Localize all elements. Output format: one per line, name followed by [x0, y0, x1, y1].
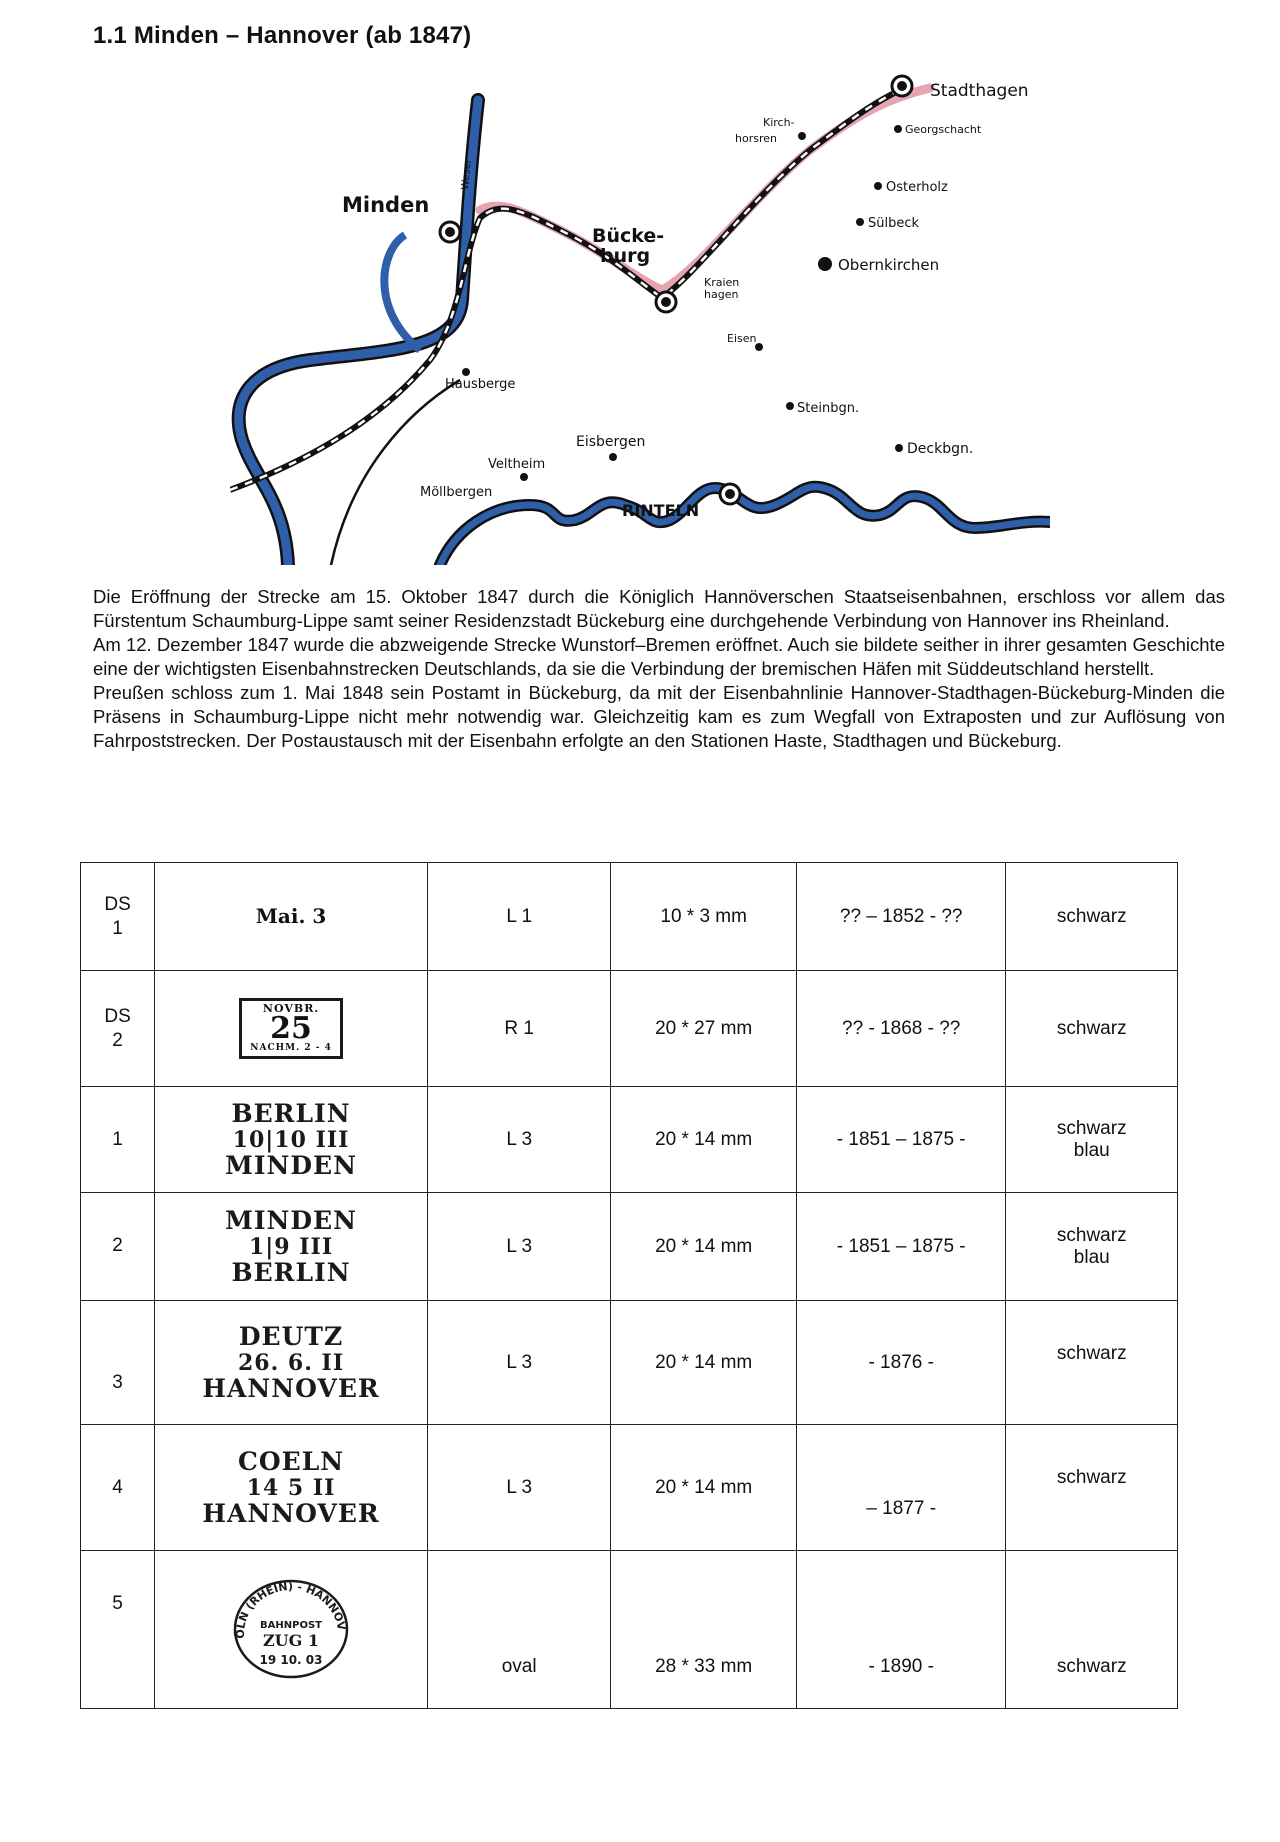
- stamp-dates: - 1851 – 1875 -: [796, 1193, 1006, 1301]
- station-rinteln-icon: [720, 484, 740, 504]
- stamp-type: L 3: [427, 1193, 611, 1301]
- label-kirchhorsten-1: Kirch-: [763, 116, 795, 129]
- dot-eisbergen-icon: [609, 453, 617, 461]
- table-row: [81, 1193, 1178, 1301]
- svg-text:ZUG 1: ZUG 1: [263, 1630, 320, 1650]
- stamp-image: [155, 1551, 428, 1709]
- label-rinteln: RINTELN: [622, 501, 700, 520]
- row-number: 5: [81, 1551, 155, 1709]
- row-number: 4: [81, 1425, 155, 1551]
- label-eisen: Eisen: [727, 332, 757, 345]
- row-number: 2: [81, 1193, 155, 1301]
- dot-hausberge-icon: [462, 368, 470, 376]
- station-minden-icon: [440, 222, 460, 242]
- railway-line: [230, 90, 900, 490]
- label-weser: Weser: [460, 158, 474, 191]
- body-text: [93, 585, 1225, 753]
- stamp-type: oval: [427, 1551, 611, 1709]
- table-row: [81, 1551, 1178, 1709]
- stamp-color: schwarz: [1006, 1551, 1178, 1709]
- dot-georgschacht-icon: [894, 125, 902, 133]
- row-number: 1: [81, 1087, 155, 1193]
- label-moellbergen: Möllbergen: [420, 485, 493, 500]
- label-kraienhagen-2: hagen: [704, 288, 739, 301]
- stamp-box: NOVBR. 25 NACHM. 2 - 4: [239, 998, 343, 1059]
- stamp-table: [80, 862, 1178, 1709]
- stamp-type: L 3: [427, 1301, 611, 1425]
- stamp-dates: - 1851 – 1875 -: [796, 1087, 1006, 1193]
- stamp-dates: ?? - 1868 - ??: [796, 971, 1006, 1087]
- label-suelbeck: Sülbeck: [868, 216, 920, 231]
- dot-veltheim-icon: [520, 473, 528, 481]
- svg-text:19 10. 03: 19 10. 03: [259, 1652, 323, 1667]
- station-stadthagen-icon: [892, 76, 912, 96]
- stamp-color: schwarz: [1006, 971, 1178, 1087]
- stamp-image: [155, 971, 428, 1087]
- label-hausberge: Hausberge: [445, 377, 516, 392]
- stamp-dates: – 1877 -: [796, 1425, 1006, 1551]
- dot-deckbgn-icon: [895, 444, 903, 452]
- label-bueckeburg-2: burg: [600, 245, 651, 267]
- label-osterholz: Osterholz: [886, 180, 948, 195]
- label-deckbgn: Deckbgn.: [907, 441, 974, 457]
- table-row: [81, 1087, 1178, 1193]
- stamp-color: schwarz: [1006, 863, 1178, 971]
- paragraph-2: Am 12. Dezember 1847 wurde die abzweigende Strecke Wunstorf–Bremen eröffnet. Auch sie bildete seither in ihrer gesamten Geschichte eine der wichtigsten Eisenbahnstrecken Deutschlands, da sie die Verbindung der bremischen Häfen mit Süddeutschland herstellt.: [93, 634, 1225, 679]
- label-kirchhorsten-2: horsren: [735, 132, 777, 145]
- stamp-color: schwarz blau: [1006, 1087, 1178, 1193]
- table-row: [81, 1301, 1178, 1425]
- stamp-size: 20 * 14 mm: [611, 1193, 797, 1301]
- label-veltheim: Veltheim: [488, 457, 546, 472]
- svg-text:BAHNPOST: BAHNPOST: [260, 1619, 323, 1631]
- label-bueckeburg-1: Bücke-: [592, 225, 665, 247]
- paragraph-1: Die Eröffnung der Strecke am 15. Oktober 1847 durch die Königlich Hannöverschen Staatseisenbahnen, erschloss vor allem das Fürstentum Schaumburg-Lippe samt seiner Residenzstadt Bückeburg eine durchgehende Verbindung von Hannover ins Rheinland.: [93, 586, 1225, 631]
- stamp-color: schwarz: [1006, 1425, 1178, 1551]
- stamp-size: 20 * 14 mm: [611, 1301, 797, 1425]
- label-eisbergen: Eisbergen: [576, 434, 646, 450]
- label-minden: Minden: [342, 193, 430, 217]
- stamp-image: MINDEN 1|9 III BERLIN: [155, 1193, 428, 1301]
- table-row: [81, 863, 1178, 971]
- stamp-size: 10 * 3 mm: [611, 863, 797, 971]
- stamp-image: COELN 14 5 II HANNOVER: [155, 1425, 428, 1551]
- paragraph-3: Preußen schloss zum 1. Mai 1848 sein Postamt in Bückeburg, da mit der Eisenbahnlinie Hannover-Stadthagen-Bückeburg-Minden die Präsens in Schaumburg-Lippe nicht mehr notwendig war. Gleichzeitig kam es zum Wegfall von Extraposten und zur Auflösung von Fahrpoststrecken. Der Postaustausch mit der Eisenbahn erfolgte an den Stationen Haste, Stadthagen und Bückeburg.: [93, 682, 1225, 751]
- label-kraienhagen-1: Kraien: [704, 276, 740, 289]
- row-number: 3: [81, 1301, 155, 1425]
- stamp-size: 28 * 33 mm: [611, 1551, 797, 1709]
- stamp-color: schwarz: [1006, 1301, 1178, 1425]
- page-title: 1.1 Minden – Hannover (ab 1847): [93, 22, 472, 49]
- stamp-dates: - 1890 -: [796, 1551, 1006, 1709]
- stamp-size: 20 * 27 mm: [611, 971, 797, 1087]
- table-row: [81, 971, 1178, 1087]
- stamp-mai: Mai. 3: [255, 904, 327, 928]
- stamp-color: schwarz blau: [1006, 1193, 1178, 1301]
- stamp-dates: ?? – 1852 - ??: [796, 863, 1006, 971]
- stamp-image: [155, 863, 428, 971]
- label-obernkirchen: Obernkirchen: [838, 256, 940, 274]
- stamp-dates: - 1876 -: [796, 1301, 1006, 1425]
- dot-suelbeck-icon: [856, 218, 864, 226]
- svg-text:CÖLN (RHEIN) - HANNOVER: ÖLN (RHEIN) - HANNOV: [234, 1579, 348, 1639]
- dot-osterholz-icon: [874, 182, 882, 190]
- row-number: DS 2: [81, 971, 155, 1087]
- dot-steinbgn-icon: [786, 402, 794, 410]
- dot-obernkirchen-icon: [818, 257, 832, 271]
- label-georgschacht: Georgschacht: [905, 123, 982, 136]
- stamp-size: 20 * 14 mm: [611, 1425, 797, 1551]
- label-steinbgn: Steinbgn.: [797, 401, 860, 416]
- stamp-image: DEUTZ 26. 6. II HANNOVER: [155, 1301, 428, 1425]
- row-number: DS 1: [81, 863, 155, 971]
- station-bueckeburg-icon: [656, 292, 676, 312]
- table-row: [81, 1425, 1178, 1551]
- stamp-type: L 3: [427, 1087, 611, 1193]
- oval-stamp: [226, 1572, 356, 1682]
- dot-kirchhorsten-icon: [798, 132, 806, 140]
- stamp-type: R 1: [427, 971, 611, 1087]
- stamp-image: BERLIN 10|10 III MINDEN: [155, 1087, 428, 1193]
- stamp-size: 20 * 14 mm: [611, 1087, 797, 1193]
- label-stadthagen: Stadthagen: [930, 81, 1029, 101]
- stamp-type: L 3: [427, 1425, 611, 1551]
- railway-map: [230, 50, 1050, 565]
- stamp-type: L 1: [427, 863, 611, 971]
